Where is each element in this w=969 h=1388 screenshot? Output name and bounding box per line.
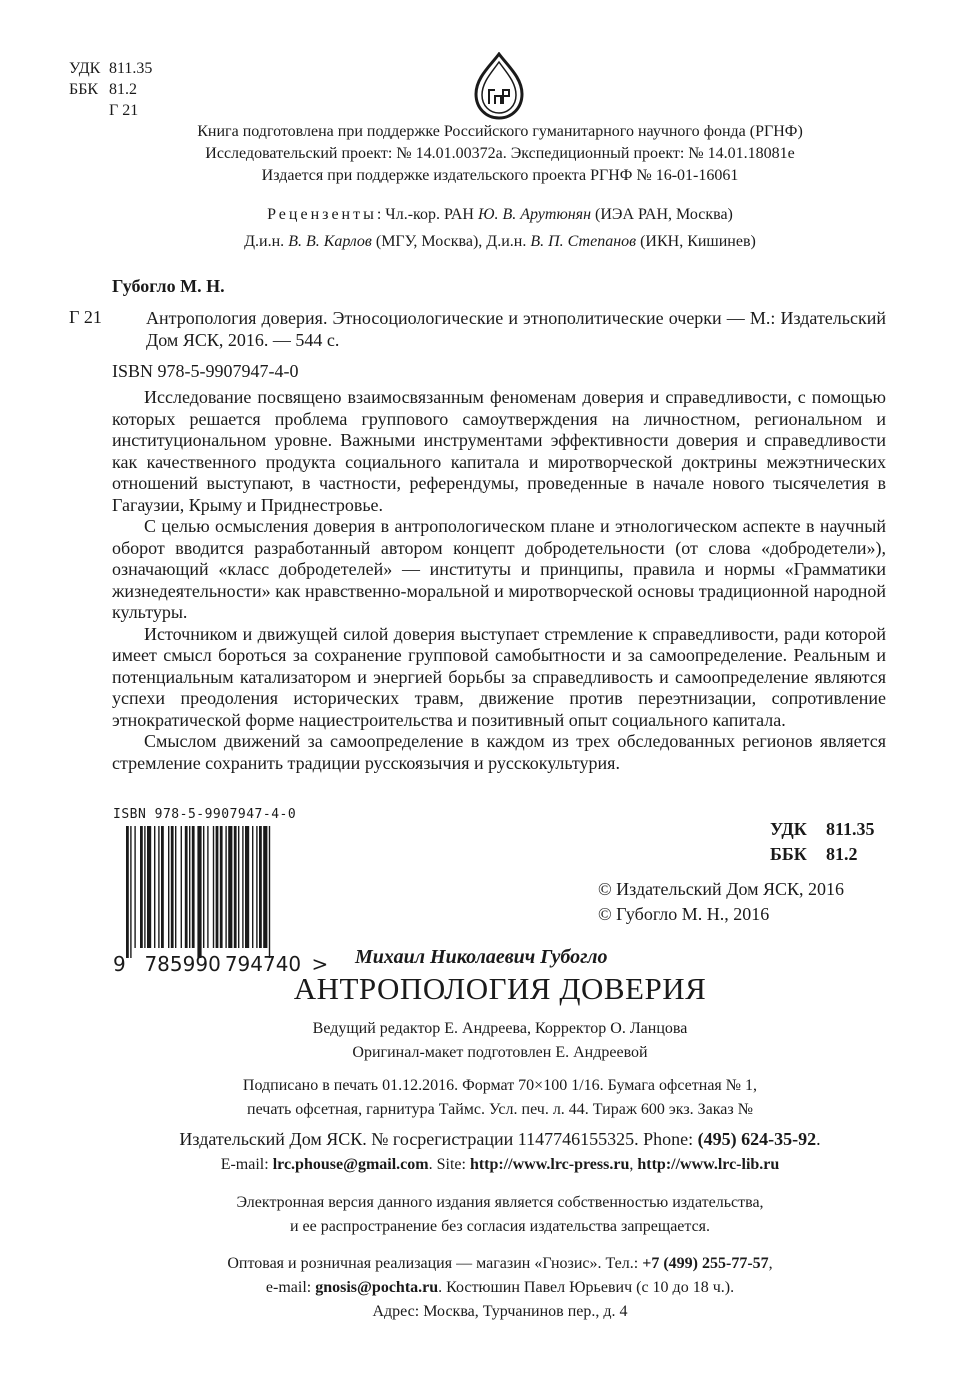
- publisher-phone: (495) 624-35-92: [697, 1129, 817, 1149]
- publisher-block: [60, 1127, 940, 1177]
- barcode-bar: [185, 826, 188, 948]
- barcode-arrow: >: [311, 952, 329, 976]
- bib-isbn: ISBN 978-5-9907947-4-0: [112, 361, 299, 381]
- author-mark-row: [69, 100, 152, 121]
- abstract-paragraph: Исследование посвящено взаимосвязанным феноменам доверия и справедливости, с помощью которых решается проблема группового самоутверждения на личностном, региональном и институциональном уровне. Важными инструментами эффективности доверия и справедливости как качественного продукта социального капитала и миротворческой доктрины межэтнических отношений выступают, в частности, референдумы, проведенные в начале нового тысячелетия в Гагаузии, Крыму и Приднестровье.: [112, 387, 886, 515]
- sales-address: Адрес: Москва, Турчанинов пер., д. 4: [372, 1303, 628, 1320]
- barcode-first-digit: 9: [113, 952, 126, 976]
- barcode-bar: [154, 826, 155, 948]
- barcode-digits-right: 794740: [224, 952, 302, 976]
- reviewer-name: В. В. Карлов: [288, 233, 372, 250]
- udk-label: УДК: [69, 60, 101, 77]
- barcode-bar: [242, 826, 243, 948]
- reviewer-affil: (ИЭА РАН, Москва): [591, 206, 733, 223]
- editors-line: Ведущий редактор Е. Андреева, Корректор О. Ланцова: [312, 1020, 688, 1037]
- bbk-label: ББК: [770, 844, 807, 864]
- funding-line: Книга подготовлена при поддержке Российского гуманитарного научного фонда (РГНФ): [197, 123, 803, 140]
- publisher-contacts-line: [60, 1152, 940, 1177]
- sales-line: [100, 1276, 900, 1300]
- abstract-paragraph: С целью осмысления доверия в антропологическом плане и этнологическом аспекте в научный оборот вводится разработанный автором концепт добродетельности (от слова «добродетели»), означающий «класс добродетелей» — институты и принципы, правила и нормы «Грамматики жизнедеятельности» как нравственно-моральной и миротворческой основы традиционной народной культуры.: [112, 516, 886, 622]
- electronic-rights-line: и ее распространение без согласия издательства запрещается.: [289, 1218, 711, 1235]
- barcode-bar: [158, 826, 159, 948]
- publisher-text: .: [816, 1129, 821, 1149]
- copyright-line: © Губогло М. Н., 2016: [598, 904, 770, 924]
- barcode-bar: [259, 826, 262, 948]
- reviewers-text: (МГУ, Москва), Д.и.н.: [371, 233, 531, 250]
- barcode-bar: [130, 826, 131, 958]
- publisher-lib-link[interactable]: http://www.lrc-lib.ru: [637, 1156, 780, 1173]
- udk-value: 811.35: [109, 60, 153, 77]
- reviewers-text: Д.и.н.: [244, 233, 289, 250]
- sales-phone: +7 (499) 255-77-57: [642, 1255, 769, 1272]
- print-info-block: [100, 1074, 900, 1122]
- barcode-bar: [234, 826, 237, 948]
- barcode-bar: [256, 826, 257, 948]
- site-separator: ,: [629, 1156, 638, 1173]
- barcode-bar: [192, 826, 195, 948]
- colophon-author: Михаил Николаевич Губогло: [355, 946, 608, 968]
- publisher-email-link[interactable]: lrc.phouse@gmail.com: [272, 1156, 429, 1173]
- sales-line: [100, 1252, 900, 1276]
- funding-line: Издается при поддержке издательского проекта РГНФ № 16-01-16061: [261, 167, 739, 184]
- funding-block: [100, 121, 900, 187]
- reviewers-text: : Чл.-кор. РАН: [376, 206, 478, 223]
- sales-text: e-mail:: [265, 1279, 316, 1296]
- barcode-bar: [216, 826, 219, 948]
- sales-email-link[interactable]: gnosis@pochta.ru: [315, 1279, 439, 1296]
- barcode-bar: [220, 826, 223, 948]
- author-mark: Г 21: [109, 102, 139, 119]
- barcode-bar: [207, 826, 208, 948]
- barcode-isbn-text: ISBN 978-5-9907947-4-0: [113, 807, 297, 822]
- electronic-rights-line: Электронная версия данного издания является собственностью издательства,: [236, 1194, 764, 1211]
- abstract: [112, 387, 886, 774]
- abstract-paragraph: Смыслом движений за самоопределение в каждом из трех обследованных регионов является стремление сохранить традиции русскоязычия и русскокультурия.: [112, 731, 886, 773]
- bib-mark: Г 21: [69, 307, 102, 327]
- copyright-line: © Издательский Дом ЯСК, 2016: [598, 879, 845, 899]
- site-label: . Site:: [428, 1156, 470, 1173]
- print-info-line: Подписано в печать 01.12.2016. Формат 70×100 1/16. Бумага офсетная № 1,: [242, 1077, 758, 1094]
- barcode-bar: [228, 826, 232, 948]
- reviewers-line-2: [100, 228, 900, 255]
- bbk-value: 81.2: [109, 81, 137, 98]
- barcode-digits-left: 785990: [144, 952, 221, 976]
- electronic-rights-block: [100, 1191, 900, 1239]
- classification-codes-top: [69, 58, 152, 121]
- reviewer-affil: (ИКН, Кишинев): [636, 233, 756, 250]
- barcode-bar: [140, 826, 143, 948]
- barcode-bar: [171, 826, 174, 948]
- isbn-barcode: [126, 826, 318, 958]
- udk-label: УДК: [770, 819, 807, 839]
- sales-text: ,: [768, 1255, 773, 1272]
- udk-value: 811.35: [826, 819, 875, 839]
- bbk-value: 81.2: [826, 844, 858, 864]
- print-info-line: печать офсетная, гарнитура Таймс. Усл. печ. л. 44. Тираж 600 экз. Заказ №: [247, 1101, 753, 1118]
- barcode-bar: [238, 826, 239, 948]
- sales-block: [100, 1252, 900, 1324]
- bbk-row: [69, 79, 152, 100]
- barcode-bar: [203, 826, 204, 948]
- abstract-paragraph: Источником и движущей силой доверия выступает стремление к справедливости, ради которой имеет смысл бороться за сохранение групповой самобытности и за самоопределение. Реальным и потенциальным катализатором и энергией борьбы за справедливость и самоопределение являются успехи преодоления исторических травм, движение против переэтнизации, сопротивление этнократической форме нациестроительства и позитивный опыт социального капитала.: [112, 623, 886, 730]
- colophon-title: АНТРОПОЛОГИЯ ДОВЕРИЯ: [293, 971, 707, 1006]
- bib-title-line: Антропология доверия. Этносоциологические и этнополитические очерки — М.: Издательский Дом ЯСК, 2016. — 544 с.: [146, 308, 886, 350]
- rgnf-logo-icon: [470, 52, 528, 120]
- barcode-bar: [189, 826, 190, 948]
- publisher-line: [60, 1127, 940, 1152]
- barcode-bar: [168, 826, 169, 948]
- bbk-label: ББК: [69, 81, 99, 98]
- barcode-bar: [175, 826, 176, 948]
- bbk-row: [770, 842, 875, 867]
- barcode-bar: [269, 826, 270, 958]
- barcode-bar: [181, 826, 182, 948]
- barcode-bar: [245, 826, 249, 948]
- reviewers-line-1: [100, 201, 900, 228]
- barcode-bar: [263, 826, 267, 948]
- editors-line: Оригинал-макет подготовлен Е. Андреевой: [352, 1044, 648, 1061]
- sales-text: Оптовая и розничная реализация — магазин «Гнозис». Тел.:: [227, 1255, 643, 1272]
- barcode-bar: [134, 826, 135, 948]
- barcode-bar: [225, 826, 226, 948]
- funding-line: Исследовательский проект: № 14.01.00372а. Экспедиционный проект: № 14.01.18081е: [205, 145, 795, 162]
- barcode-bar: [144, 826, 145, 948]
- sales-text: . Костюшин Павел Юрьевич (с 10 до 18 ч.).: [438, 1279, 735, 1296]
- reviewer-name: Ю. В. Арутюнян: [477, 206, 592, 223]
- editors-block: [100, 1017, 900, 1065]
- reviewer-name: В. П. Степанов: [530, 233, 637, 250]
- udk-row: [770, 817, 875, 842]
- barcode-bar: [161, 826, 164, 948]
- barcode-bar: [147, 826, 151, 948]
- publisher-text: Издательский Дом ЯСК. № госрегистрации 1147746155325. Phone:: [179, 1129, 698, 1149]
- barcode-bar: [213, 826, 214, 948]
- email-label: E-mail:: [220, 1156, 273, 1173]
- classification-codes-right: [770, 817, 875, 867]
- bib-author: Губогло М. Н.: [112, 276, 225, 296]
- barcode-bar: [252, 826, 253, 948]
- publisher-site-link[interactable]: http://www.lrc-press.ru: [469, 1156, 630, 1173]
- copyright-block: [598, 877, 844, 927]
- udk-row: [69, 58, 152, 79]
- barcode-bar: [126, 826, 129, 958]
- reviewers-block: [100, 201, 900, 255]
- barcode-bar: [197, 826, 201, 958]
- reviewers-label: Рецензенты: [267, 206, 377, 223]
